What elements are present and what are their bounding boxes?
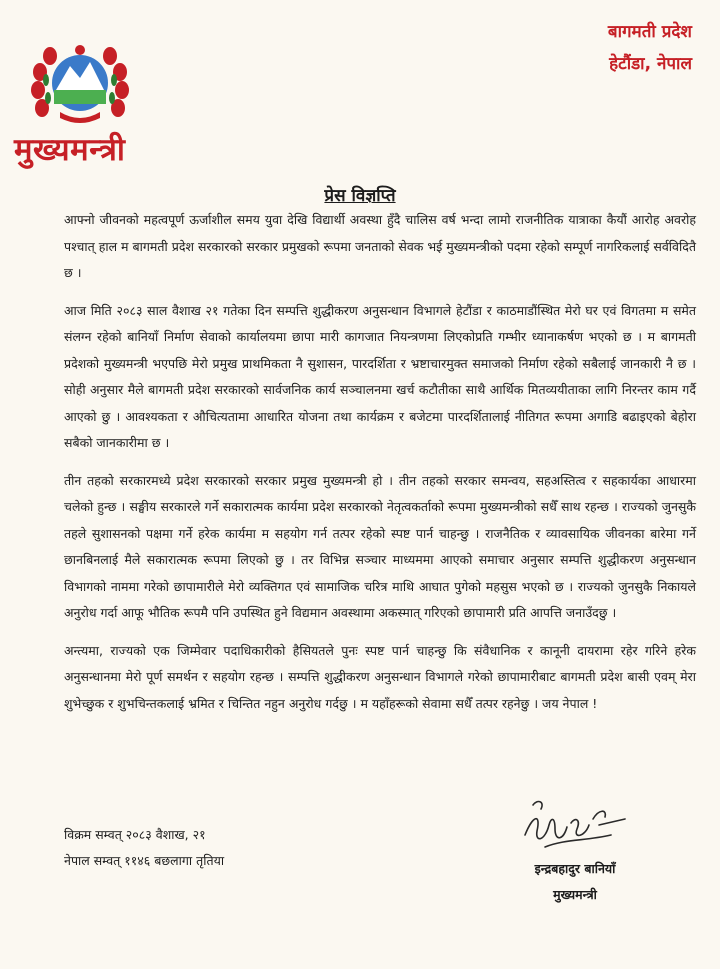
signer-name: इन्द्रबहादुर बानियाँ (534, 861, 616, 876)
address-province: बागमती प्रदेश (607, 22, 692, 42)
office-title: मुख्यमन्त्री (14, 132, 126, 168)
signer-title: मुख्यमन्त्री (553, 887, 597, 902)
nepal-emblem-icon (30, 38, 130, 128)
document-title: प्रेस विज्ञप्ति (324, 186, 396, 206)
signer-block (490, 856, 660, 908)
address-city: हेटौंडा, नेपाल (609, 54, 692, 74)
paragraph-2: आज मिति २०८३ साल वैशाख २१ गतेका दिन सम्पत्ति शुद्धीकरण अनुसन्धान विभागले हेटौंडा र काठमाडौंस्थित मेरो घर एवं विगतमा म समेत संलग्न रहेको बानियाँ निर्माण सेवाको कार्यालयमा छापा मारी कागजात नियन्त्रणमा लिएकोप्रति गम्भीर ध्यानाकर्षण भएको छ । म बागमती प्रदेशको मुख्यमन्त्री भएपछि मेरो प्रमुख प्राथमिकता नै सुशासन, पारदर्शिता र भ्रष्टाचारमुक्त समाजको निर्माण रहेको सबैलाई जानकारी नै छ । सोही अनुसार मैले बागमती प्रदेश सरकारको सार्वजनिक कार्य सञ्चालनमा खर्च कटौतीका साथै आर्थिक मितव्ययीताका लागि निरन्तर काम गर्दै आएको छु । आवश्यकता र औचित्यतामा आधारित योजना तथा कार्यक्रम र बजेटमा पारदर्शितालाई नीतिगत रूपमा अगाडि बढाइएको बेहोरा सबैको जानकारीमा छ । (64, 302, 696, 450)
date-nepal: नेपाल सम्वत् ११४६ बछलागा तृतिया (64, 853, 225, 868)
date-block (64, 822, 224, 874)
paragraph-3: तीन तहको सरकारमध्ये प्रदेश सरकारको सरकार प्रमुख मुख्यमन्त्री हो । तीन तहको सरकार समन्वय, सहअस्तित्व र सहकार्यका आधारमा चलेको हुन्छ । सङ्घीय सरकारले गर्ने सकारात्मक कार्यमा प्रदेश सरकारको नेतृत्वकर्ताको रूपमा मुख्यमन्त्रीको सधैँ साथ रहन्छ । राज्यको जुनसुकै तहले सुशासनको पक्षमा गर्ने हरेक कार्यमा म सहयोग गर्न तत्पर रहेको स्पष्ट पार्न चाहन्छु । राजनैतिक र व्यावसायिक जीवनका बारेमा गर्ने छानबिनलाई मैले सकारात्मक रूपमा लिएको छु । तर विभिन्न सञ्चार माध्यममा आएको समाचार अनुसार सम्पत्ति शुद्धीकरण अनुसन्धान विभागको नाममा गरेको छापामारीले मेरो व्यक्तिगत एवं सामाजिक चरित्र माथि आघात पुगेको महसुस भएको छ । राज्यको जुनसुकै निकायले अनुरोध गर्दा आफू भौतिक रूपमै पनि उपस्थित हुने विद्यमान अवस्थामा अकस्मात् गरिएको छापामारी प्रति आपत्ति जनाउँदछु । (64, 472, 696, 620)
paragraph-1: आफ्नो जीवनको महत्वपूर्ण ऊर्जाशील समय युवा देखि विद्यार्थी अवस्था हुँदै चालिस वर्ष भन्दा लामो राजनीतिक यात्राका कैयौं आरोह अवरोह पश्चात् हाल म बागमती प्रदेश सरकारको सरकार प्रमुखको रूपमा जनताको सेवक भई मुख्यमन्त्रीको पदमा रहेको सम्पूर्ण नागरिकलाई सर्वविदितै छ । (64, 212, 696, 280)
paragraph-4: अन्त्यमा, राज्यको एक जिम्मेवार पदाधिकारीको हैसियतले पुनः स्पष्ट पार्न चाहन्छु कि संवैधानिक र कानूनी दायरामा रहेर गरिने हरेक अनुसन्धानमा मेरो पूर्ण समर्थन र सहयोग रहन्छ । सम्पत्ति शुद्धीकरण अनुसन्धान विभागले गरेको छापामारीबाट बागमती प्रदेश बासी एवम् मेरा शुभेच्छुक र शुभचिन्तकलाई भ्रमित र चिन्तित नहुन अनुरोध गर्दछु । म यहाँहरूको सेवामा सधैँ तत्पर रहनेछु । जय नेपाल ! (64, 642, 696, 711)
date-vikram: विक्रम सम्वत् २०८३ वैशाख, २१ (64, 827, 206, 842)
press-release-body (64, 207, 696, 728)
address-block (608, 16, 692, 80)
signature-icon (515, 795, 635, 857)
